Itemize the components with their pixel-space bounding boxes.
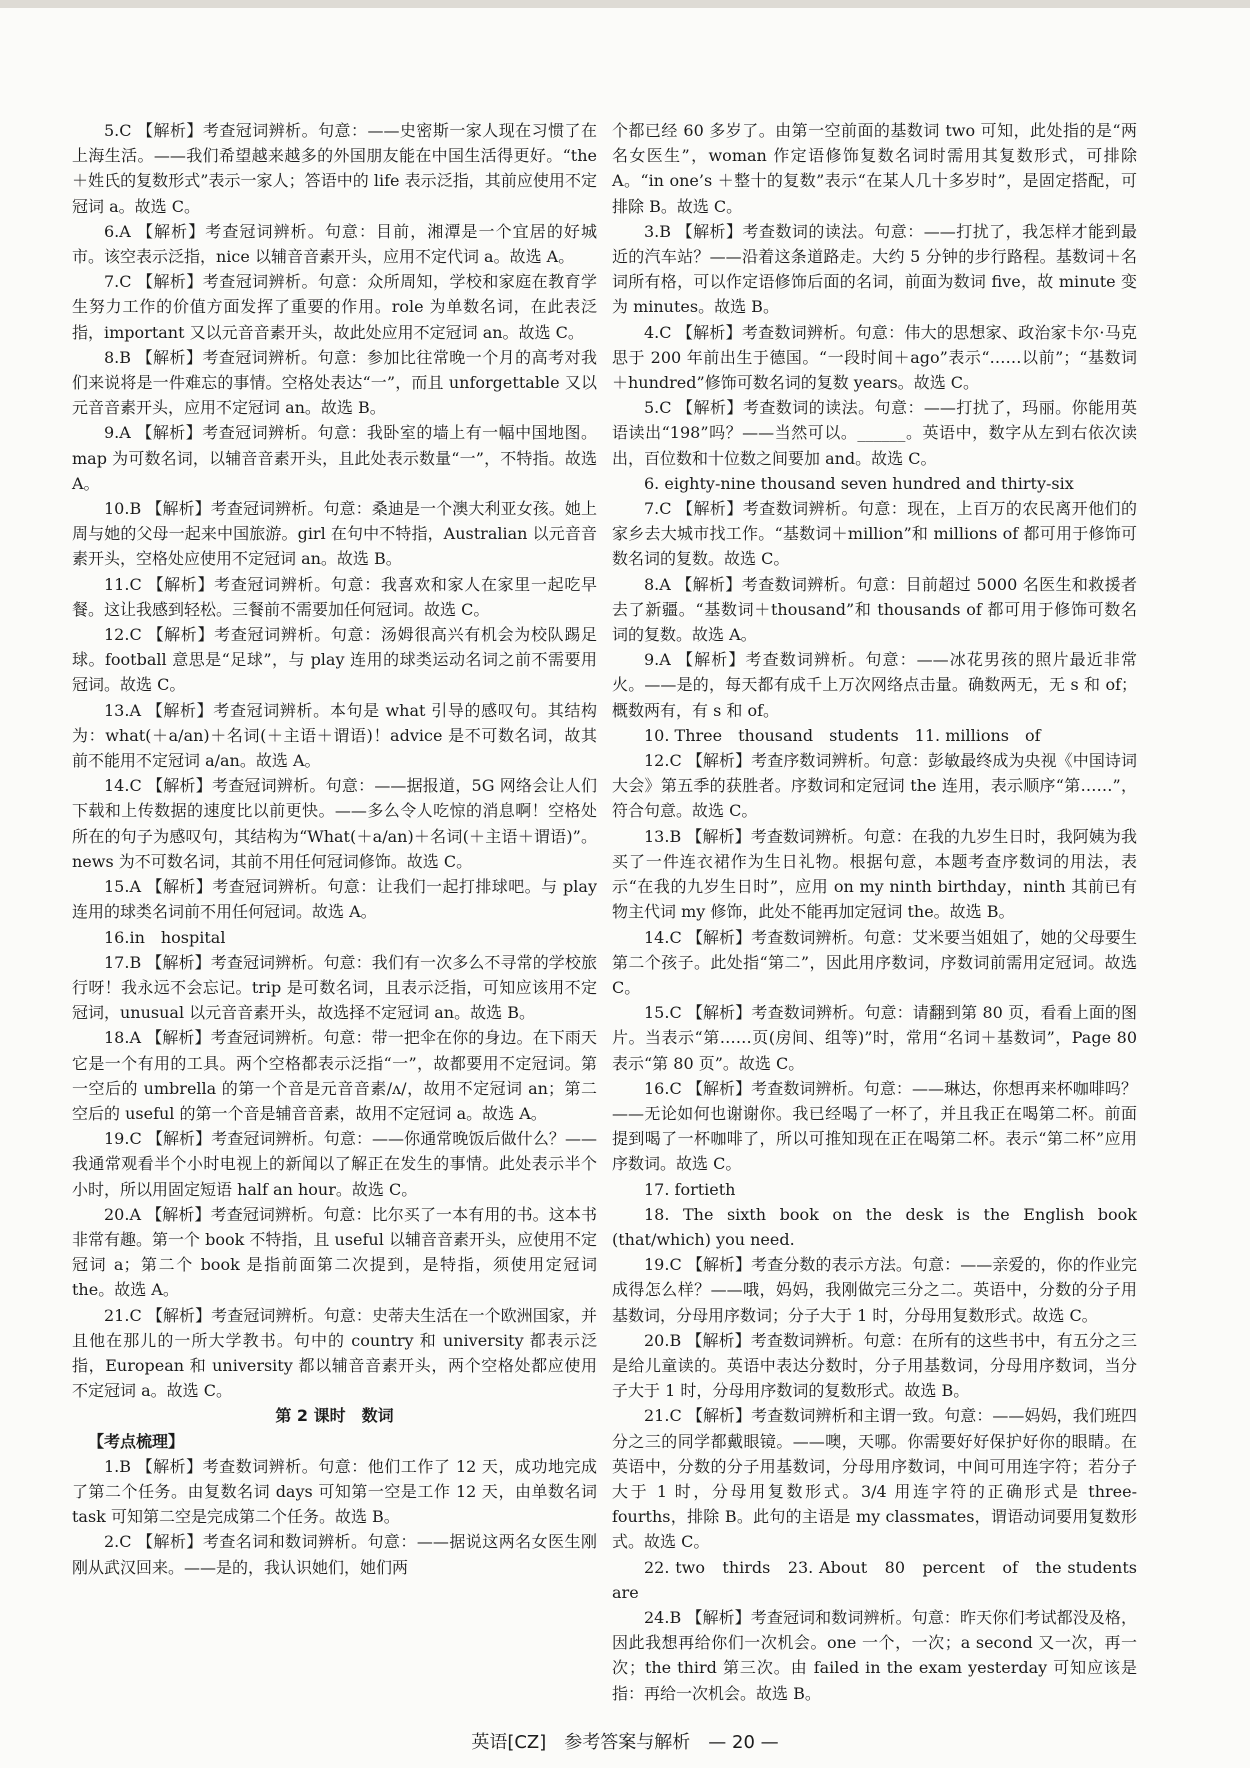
answer-item: 15.A 【解析】考查冠词辨析。句意：让我们一起打排球吧。与 play 连用的球类名词前不用任何冠词。故选 A。 — [72, 877, 597, 922]
answer-item: 6. eighty-nine thousand seven hundred and thirty-six — [644, 473, 1074, 493]
answer-item: 19.C 【解析】考查分数的表示方法。句意：——亲爱的，你的作业完成得怎么样？——哦，妈妈，我刚做完三分之二。英语中，分数的分子用基数词，分母用序数词；分子大于 1 时，分母用复数形式。故选 C。 — [612, 1255, 1137, 1325]
answer-item: 5.C 【解析】考查冠词辨析。句意：——史密斯一家人现在习惯了在上海生活。——我们希望越来越多的外国朋友能在中国生活得更好。“the＋姓氏的复数形式”表示一家人；答语中的 life 表示泛指，其前应使用不定冠词 a。故选 C。 — [72, 121, 597, 216]
answer-item: 15.C 【解析】考查数词辨析。句意：请翻到第 80 页，看看上面的图片。当表示“第……页(房间、组等)”时，常用“名词＋基数词”，Page 80 表示“第 80 页”。故选 C。 — [612, 1003, 1137, 1073]
answer-item: 14.C 【解析】考查数词辨析。句意：艾米要当姐姐了，她的父母要生第二个孩子。此处指“第二”，因此用序数词，序数词前需用定冠词。故选 C。 — [612, 927, 1137, 997]
section-title: 第 2 课时 数词 — [275, 1406, 394, 1426]
top-rule — [0, 0, 1250, 8]
answer-item: 9.A 【解析】考查数词辨析。句意：——冰花男孩的照片最近非常火。——是的，每天都有成千上万次网络点击量。确数两无，无 s 和 of；概数两有，有 s 和 of。 — [612, 650, 1137, 720]
answer-item: 1.B 【解析】考查数词辨析。句意：他们工作了 12 天，成功地完成了第二个任务。由复数名词 days 可知第一空是工作 12 天，由单数名词 task 可知第二空是完成第二个任务。故选 B。 — [72, 1456, 597, 1527]
answer-item: 4.C 【解析】考查数词辨析。句意：伟大的思想家、政治家卡尔·马克思于 200 年前出生于德国。“一段时间＋ago”表示“……以前”；“基数词＋hundred”修饰可数名词的复数 years。故选 C。 — [612, 322, 1137, 393]
answer-item: 10. Three thousand students 11. millions of — [644, 725, 1041, 745]
answer-item: 20.A 【解析】考查冠词辨析。句意：比尔买了一本有用的书。这本书非常有趣。第一个 book 不特指，且 useful 以辅音音素开头，应使用不定冠词 a；第二个 book 是指前面第二次提到，是特指，须使用定冠词 the。故选 A。 — [72, 1204, 597, 1300]
answer-item: 个都已经 60 多岁了。由第一空前面的基数词 two 可知，此处指的是“两名女医生”，woman 作定语修饰复数名词时需用其复数形式，可排除 A。“in one’s ＋整十的复数”表示“在某人几十多岁时”，是固定搭配，可排除 B。故选 C。 — [612, 121, 1137, 216]
answer-item: 8.B 【解析】考查冠词辨析。句意：参加比往常晚一个月的高考对我们来说将是一件难忘的事情。空格处表达“一”，而且 unforgettable 又以元音音素开头，应用不定冠词 an。故选 B。 — [72, 347, 597, 418]
answer-item: 9.A 【解析】考查冠词辨析。句意：我卧室的墙上有一幅中国地图。map 为可数名词，以辅音音素开头，且此处表示数量“一”，不特指。故选 A。 — [72, 423, 597, 493]
answer-item: 12.C 【解析】考查序数词辨析。句意：彭敏最终成为央视《中国诗词大会》第五季的获胜者。序数词和定冠词 the 连用，表示顺序“第……”，符合句意。故选 C。 — [612, 751, 1137, 821]
answer-item: 21.C 【解析】考查数词辨析和主谓一致。句意：——妈妈，我们班四分之三的同学都戴眼镜。——噢，天哪。你需要好好保护好你的眼睛。在英语中，分数的分子用基数词，分母用序数词，中间可用连字符；若分子大于 1 时，分母用复数形式。3/4 用连字符的正确形式是 three-fourths，排除 B。此句的主语是 my classmates，谓语动词要用复数形式。故选 C。 — [612, 1406, 1137, 1552]
answer-item: 24.B 【解析】考查冠词和数词辨析。句意：昨天你们考试都没及格，因此我想再给你们一次机会。one 一个，一次；a second 又一次，再一次；the third 第三次。由 failed in the exam yesterday 可知应该是指：再给一次机会。故选 B。 — [612, 1607, 1137, 1703]
answer-item: 7.C 【解析】考查数词辨析。句意：现在，上百万的农民离开他们的家乡去大城市找工作。“基数词＋million”和 millions of 都可用于修饰可数名词的复数。故选 C。 — [612, 499, 1137, 569]
answer-item: 22. two thirds 23. About 80 percent of the students are — [612, 1557, 1154, 1602]
answer-item: 17. fortieth — [644, 1179, 736, 1199]
answer-item: 13.A 【解析】考查冠词辨析。本句是 what 引导的感叹句。其结构为：what(＋a/an)＋名词(＋主语＋谓语)！advice 是不可数名词，故其前不能用不定冠词 a/an。故选 A。 — [72, 700, 597, 771]
answer-item: 7.C 【解析】考查冠词辨析。句意：众所周知，学校和家庭在教育学生努力工作的价值方面发挥了重要的作用。role 为单数名词，在此表泛指，important 又以元音音素开头，故此处应用不定冠词 an。故选 C。 — [72, 272, 597, 342]
answer-item: 13.B 【解析】考查数词辨析。句意：在我的九岁生日时，我阿姨为我买了一件连衣裙作为生日礼物。根据句意，本题考查序数词的用法，表示“在我的九岁生日时”，应用 on my ninth birthday，ninth 其前已有物主代词 my 修饰，此处不能再加定冠词 the。故选 B。 — [612, 826, 1137, 922]
answer-item: 14.C 【解析】考查冠词辨析。句意：——据报道，5G 网络会让人们下载和上传数据的速度比以前更快。——多么令人吃惊的消息啊！空格处所在的句子为感叹句，其结构为“What(＋a/an)＋名词(＋主语＋谓语)”。news 为不可数名词，其前不用任何冠词修饰。故选 C。 — [72, 776, 597, 871]
answer-item: 8.A 【解析】考查数词辨析。句意：目前超过 5000 名医生和救援者去了新疆。“基数词＋thousand”和 thousands of 都可用于修饰可数名词的复数。故选 A。 — [612, 574, 1137, 645]
page-footer: 英语[CZ] 参考答案与解析 — 20 — — [471, 1732, 779, 1753]
answer-item: 11.C 【解析】考查冠词辨析。句意：我喜欢和家人在家里一起吃早餐。这让我感到轻松。三餐前不需要加任何冠词。故选 C。 — [72, 574, 597, 619]
answer-item: 18. The sixth book on the desk is the English book (that/which) you need. — [612, 1204, 1137, 1249]
answer-item: 16.in hospital — [104, 927, 226, 947]
answer-item: 10.B 【解析】考查冠词辨析。句意：桑迪是一个澳大利亚女孩。她上周与她的父母一起来中国旅游。girl 在句中不特指，Australian 以元音音素开头，空格处应使用不定冠词 an。故选 B。 — [72, 499, 597, 569]
answer-item: 21.C 【解析】考查冠词辨析。句意：史蒂夫生活在一个欧洲国家，并且他在那儿的一所大学教书。句中的 country 和 university 都表示泛指，European 和 university 都以辅音音素开头，两个空格处都应使用不定冠词 a。故选 C。 — [72, 1305, 597, 1401]
answer-item: 2.C 【解析】考查名词和数词辨析。句意：——据说这两名女医生刚刚从武汉回来。——是的，我认识她们，她们两 — [72, 1532, 597, 1577]
answer-item: 20.B 【解析】考查数词辨析。句意：在所有的这些书中，有五分之三是给儿童读的。英语中表达分数时，分子用基数词，分母用序数词，当分子大于 1 时，分母用序数词的复数形式。故选 B。 — [612, 1330, 1137, 1401]
answer-item: 6.A 【解析】考查冠词辨析。句意：目前，湘潭是一个宜居的好城市。该空表示泛指，nice 以辅音音素开头，应用不定代词 a。故选 A。 — [72, 221, 597, 267]
section-subtitle: 【考点梳理】 — [88, 1431, 185, 1451]
answer-item: 16.C 【解析】考查数词辨析。句意：——琳达，你想再来杯咖啡吗？——无论如何也谢谢你。我已经喝了一杯了，并且我正在喝第二杯。前面提到喝了一杯咖啡了，所以可推知现在正在喝第二杯。表示“第二杯”应用序数词。故选 C。 — [612, 1078, 1137, 1174]
answer-item: 17.B 【解析】考查冠词辨析。句意：我们有一次多么不寻常的学校旅行呀！我永远不会忘记。trip 是可数名词，且表示泛指，可知应该用不定冠词，unusual 以元音音素开头，故选择不定冠词 an。故选 B。 — [72, 952, 597, 1023]
answer-item: 18.A 【解析】考查冠词辨析。句意：带一把伞在你的身边。在下雨天它是一个有用的工具。两个空格都表示泛指“一”，故都要用不定冠词。第一空后的 umbrella 的第一个音是元音音素/ʌ/，故用不定冠词 an；第二空后的 useful 的第一个音是辅音音素，故用不定冠词 a。故选 A。 — [72, 1028, 597, 1123]
answer-item: 3.B 【解析】考查数词的读法。句意：——打扰了，我怎样才能到最近的汽车站？——沿着这条道路走。大约 5 分钟的步行路程。基数词＋名词所有格，可以作定语修饰后面的名词，前面为数词 five，故 minute 变为 minutes。故选 B。 — [612, 221, 1137, 317]
answer-item: 19.C 【解析】考查冠词辨析。句意：——你通常晚饭后做什么？——我通常观看半个小时电视上的新闻以了解正在发生的事情。此处表示半个小时，所以用固定短语 half an hour。故选 C。 — [72, 1129, 597, 1199]
right-column — [612, 118, 1154, 1706]
answer-item: 5.C 【解析】考查数词的读法。句意：——打扰了，玛丽。你能用英语读出“198”吗？——当然可以。______。英语中，数字从左到右依次读出，百位数和十位数之间要加 and。故选 C。 — [612, 398, 1137, 468]
left-column — [72, 118, 597, 1580]
answer-item: 12.C 【解析】考查冠词辨析。句意：汤姆很高兴有机会为校队踢足球。football 意思是“足球”，与 play 连用的球类运动名词之前不需要用冠词。故选 C。 — [72, 625, 597, 695]
